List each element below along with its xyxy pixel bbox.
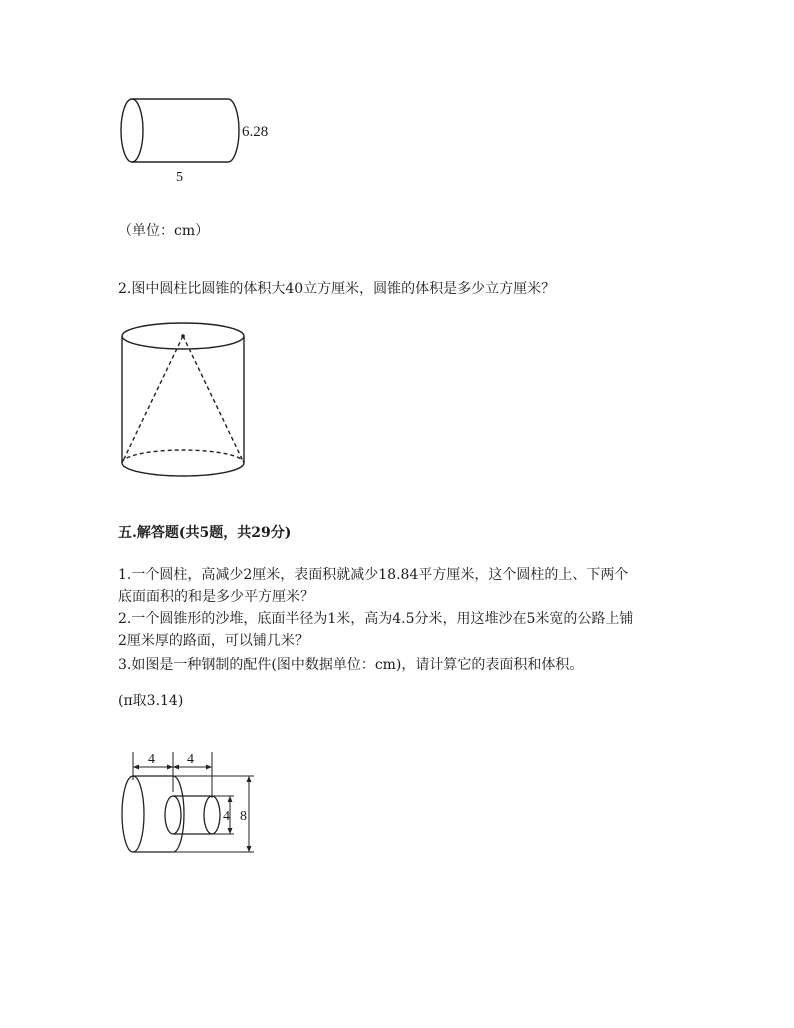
problem-line-4: 2厘米厚的路面，可以铺几米？ xyxy=(118,633,309,649)
problem-line-5: 3.如图是一种钢制的配件(图中数据单位：cm)，请计算它的表面积和体积。 xyxy=(118,657,584,673)
dimension-label-inner-4: 4 xyxy=(223,809,230,824)
section-title: 五.解答题(共5题，共29分) xyxy=(118,525,292,541)
cylinder-cone-figure xyxy=(110,318,260,488)
steel-part-figure xyxy=(110,740,270,865)
dimension-label-outer-8: 8 xyxy=(240,809,247,824)
horizontal-cylinder-figure xyxy=(110,90,290,190)
pi-note: (π取3.14) xyxy=(118,693,184,709)
problem-line-3: 2.一个圆锥形的沙堆，底面半径为1米，高为4.5分米，用这堆沙在5米宽的公路上铺 xyxy=(118,611,634,627)
problem-line-1: 1.一个圆柱，高减少2厘米，表面积就减少18.84平方厘米，这个圆柱的上、下两个 xyxy=(118,567,629,583)
dimension-label-right-4: 4 xyxy=(187,752,194,767)
problem-line-2: 底面面积的和是多少平方厘米？ xyxy=(118,589,314,605)
cylinder-length-label: 5 xyxy=(176,170,183,185)
dimension-label-left-4: 4 xyxy=(148,752,155,767)
cylinder-height-label: 6.28 xyxy=(242,124,269,140)
question-2-text: 2.图中圆柱比圆锥的体积大40立方厘米，圆锥的体积是多少立方厘米？ xyxy=(118,281,556,297)
unit-note: （单位：cm） xyxy=(118,223,210,239)
